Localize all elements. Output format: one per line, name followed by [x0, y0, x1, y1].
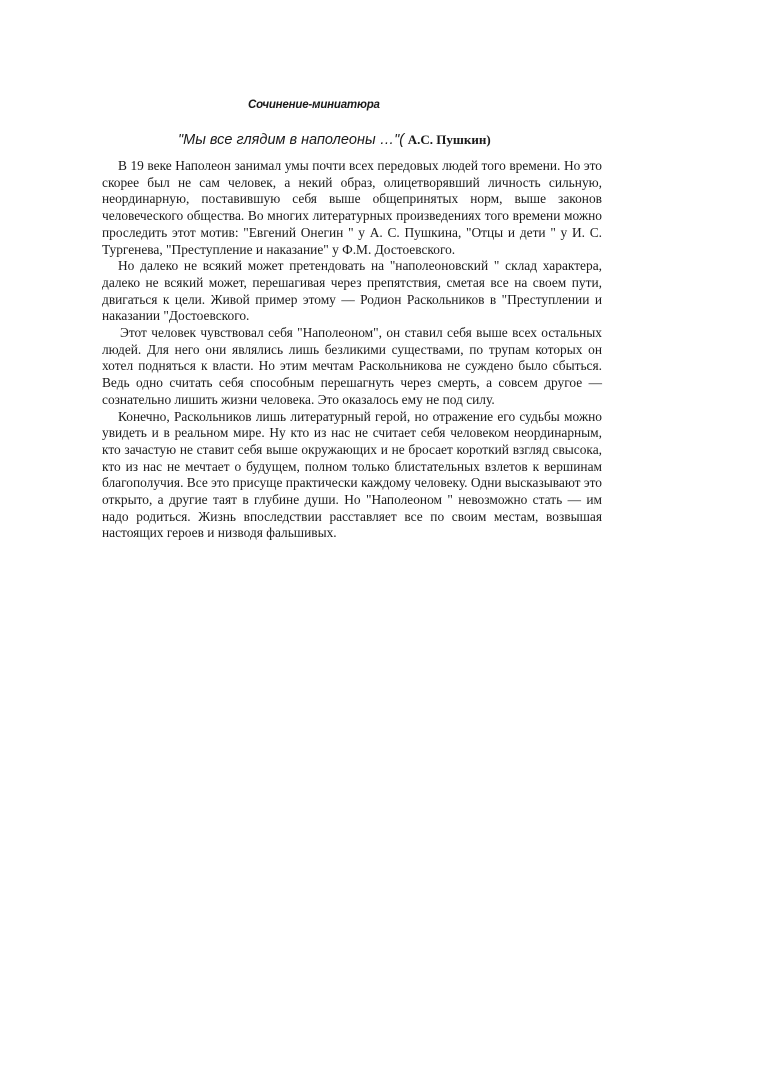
essay-body [102, 158, 602, 542]
title-quote: "Мы все глядим в наполеоны …"( [178, 132, 405, 148]
paragraph-2: Но далеко не всякий может претендовать на "наполеоновский " склад характера, далеко не всякий может, перешагивая через препятствия, сметая все на своем пути, двигаться к цели. Живой пример этому — Родион Раскольников в "Преступлении и наказании "Достоевского. [102, 258, 602, 324]
title-author: А.С. Пушкин) [407, 132, 491, 147]
paragraph-3: Этот человек чувствовал себя "Наполеоном", он ставил себя выше всех остальных людей. Для него они являлись лишь безликими существами, по трупам которых он хотел подняться к власти. Но этим мечтам Раскольникова не суждено было сбыться. Ведь одно считать себя способным перешагнуть через смерть, а совсем другое — сознательно лишить жизни человека. Это оказалось ему не под силу. [102, 325, 602, 407]
essay-title [178, 132, 491, 149]
essay-heading: Сочинение-миниатюра [248, 99, 380, 111]
paragraph-1: В 19 веке Наполеон занимал умы почти всех передовых людей того времени. Но это скорее был не сам человек, а некий образ, олицетворявший личность сильную, неординарную, поставившую себя выше общепринятых норм, выше законов человеческого общества. Во многих литературных произведениях того времени можно проследить этот мотив: "Евгений Онегин " у А. С. Пушкина, "Отцы и дети " у И. С. Тургенева, "Преступление и наказание" у Ф.М. Достоевского. [102, 158, 602, 257]
paragraph-4: Конечно, Раскольников лишь литературный герой, но отражение его судьбы можно увидеть и в реальном мире. Ну кто из нас не считает себя человеком неординарным, кто зачастую не ставит себя выше окружающих и не бросает короткий взгляд свысока, кто из нас не мечтает о будущем, полном только блистательных взлетов к вершинам благополучия. Все это присуще практически каждому человеку. Одни высказывают это открыто, а другие таят в глубине души. Но "Наполеоном " невозможно стать — им надо родиться. Жизнь впоследствии расставляет все по своим местам, возвышая настоящих героев и низводя фальшивых. [102, 408, 602, 541]
